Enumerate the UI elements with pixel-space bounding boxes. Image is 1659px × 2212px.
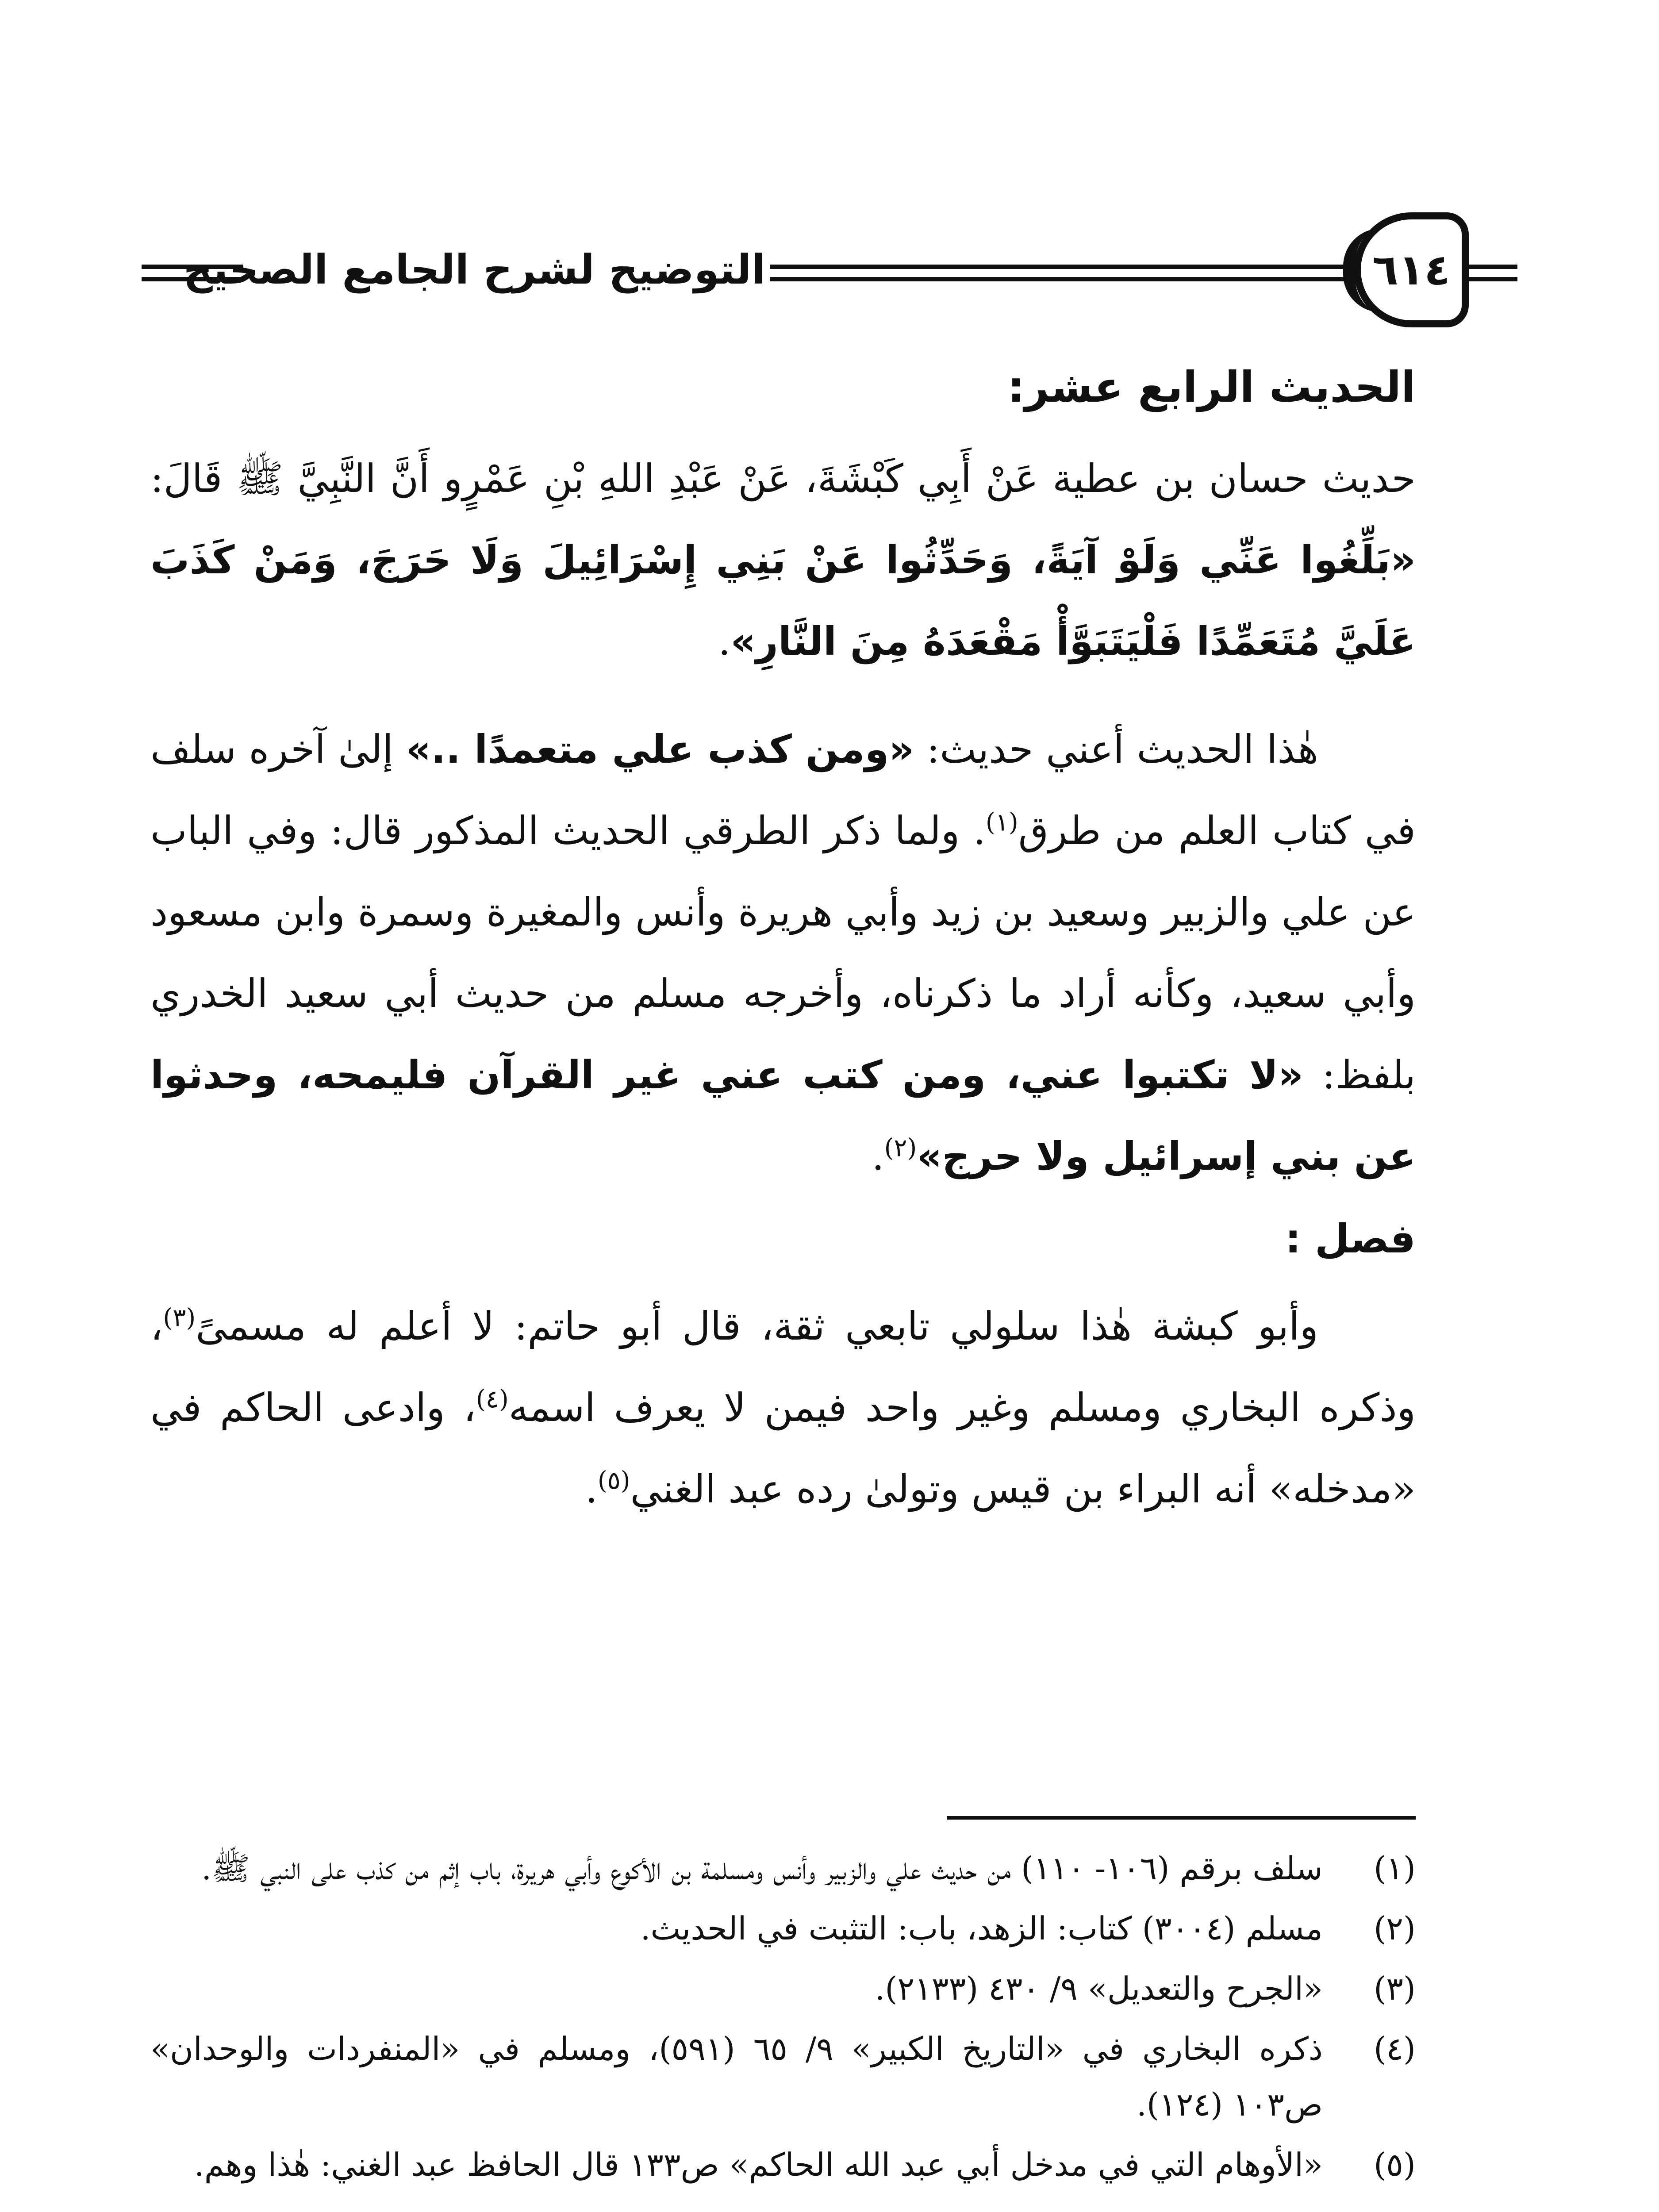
footnotes <box>150 1840 1416 2197</box>
footnote-item <box>150 2137 1416 2193</box>
footnote-item <box>150 2021 1416 2132</box>
hadith-intro: حديث حسان بن عطية عَنْ أَبِي كَبْشَةَ، عَنْ عَبْدِ اللهِ بْنِ عَمْرٍو أَنَّ النَّبِيَّ ﷺ قَالَ: <box>150 456 1416 501</box>
footnote-item <box>150 1840 1416 1896</box>
footnote-item <box>150 1901 1416 1956</box>
section-heading: الحديث الرابع عشر: <box>1007 362 1416 412</box>
fasl-text: ، وادعى الحاكم في «مدخله» أنه البراء بن قيس وتولىٰ رده عبد الغني <box>150 1385 1416 1512</box>
header-rule-right <box>1469 265 1517 281</box>
commentary-text: . ولما ذكر الطرقي الحديث المذكور قال: وفي الباب عن علي والزبير وسعيد بن زيد وأبي هريرة وأنس والمغيرة وسمرة وابن مسعود وأبي سعيد، وكأنه أراد ما ذكرناه، وأخرجه مسلم من حديث أبي سعيد الخدري بلفظ: <box>150 808 1416 1098</box>
fasl-heading: فصل : <box>1285 1216 1416 1262</box>
running-title: التوضيح لشرح الجامع الصحيح <box>183 246 765 293</box>
paragraph-gap <box>150 682 1416 709</box>
hadith-text: «بَلِّغُوا عَنِّي وَلَوْ آيَةً، وَحَدِّثُوا عَنْ بَنِي إِسْرَائِيلَ وَلَا حَرَجَ، وَمَنْ كَذَبَ عَلَيَّ مُتَعَمِّدًا فَلْيَتَبَوَّأْ مَقْعَدَهُ مِنَ النَّارِ» <box>150 537 1416 664</box>
footnote-number: (٢) <box>1374 1910 1416 1947</box>
hadith-end: . <box>718 618 731 664</box>
quoted-hadith: «لا تكتبوا عني، ومن كتب عني غير القرآن فليمحه، وحدثوا عن بني إسرائيل ولا حرج» <box>150 1052 1416 1179</box>
main-text <box>150 354 1416 1530</box>
footnote-ref-1[interactable]: (١) <box>985 808 1018 837</box>
page-number-frame <box>1354 212 1469 327</box>
footnote-number: (٣) <box>1374 1970 1416 2007</box>
footnote-ref-5[interactable]: (٥) <box>597 1466 630 1495</box>
footnote-text: سلف برقم (١٠٦- ١١٠) من حديث علي والزبير وأنس ومسلمة بن الأكوع وأبي هريرة، باب إثم من كذب على النبي ﷺ. <box>201 1850 1323 1887</box>
footnote-text: ذكره البخاري في «التاريخ الكبير» ٩/ ٦٥ (٥٩١)، ومسلم في «المنفردات والوحدان» ص١٠٣ (١٢٤). <box>150 2030 1323 2123</box>
commentary-text: هٰذا الحديث أعني حديث: <box>914 726 1318 772</box>
commentary-text: إلىٰ آخره سلف في كتاب العلم من طرق <box>150 726 1416 853</box>
fasl-paragraph <box>150 1286 1416 1530</box>
footnote-text: «الأوهام التي في مدخل أبي عبد الله الحاكم» ص١٣٣ قال الحافظ عبد الغني: هٰذا وهم. <box>194 2146 1323 2183</box>
footnote-separator <box>947 1816 1416 1820</box>
fasl-text: . <box>585 1466 598 1512</box>
hadith-paragraph <box>150 438 1416 682</box>
footnote-text: مسلم (٣٠٠٤) كتاب: الزهد، باب: التثبت في الحديث. <box>640 1910 1323 1947</box>
footnote-number: (٤) <box>1374 2030 1416 2067</box>
header-rule-middle <box>770 265 1345 281</box>
footnote-ref-3[interactable]: (٣) <box>163 1303 196 1333</box>
footnote-text: «الجرح والتعديل» ٩/ ٤٣٠ (٢١٣٣). <box>875 1970 1323 2007</box>
fasl-text: ، وذكره البخاري ومسلم وغير واحد فيمن لا يعرف اسمه <box>150 1303 1416 1430</box>
commentary-text: . <box>872 1133 884 1179</box>
running-header <box>142 212 1509 327</box>
fasl-text: وأبو كبشة هٰذا سلولي تابعي ثقة، قال أبو حاتم: لا أعلم له مسمىً <box>196 1303 1318 1349</box>
commentary-paragraph <box>150 709 1416 1197</box>
footnote-ref-2[interactable]: (٢) <box>884 1133 917 1163</box>
quoted-hadith: «ومن كذب علي متعمدًا ..» <box>406 726 914 772</box>
page-number: ٦١٤ <box>1372 245 1450 295</box>
footnote-number: (١) <box>1374 1850 1416 1887</box>
footnote-ref-4[interactable]: (٤) <box>476 1385 509 1414</box>
footnote-item <box>150 1961 1416 2016</box>
footnote-number: (٥) <box>1374 2146 1416 2183</box>
